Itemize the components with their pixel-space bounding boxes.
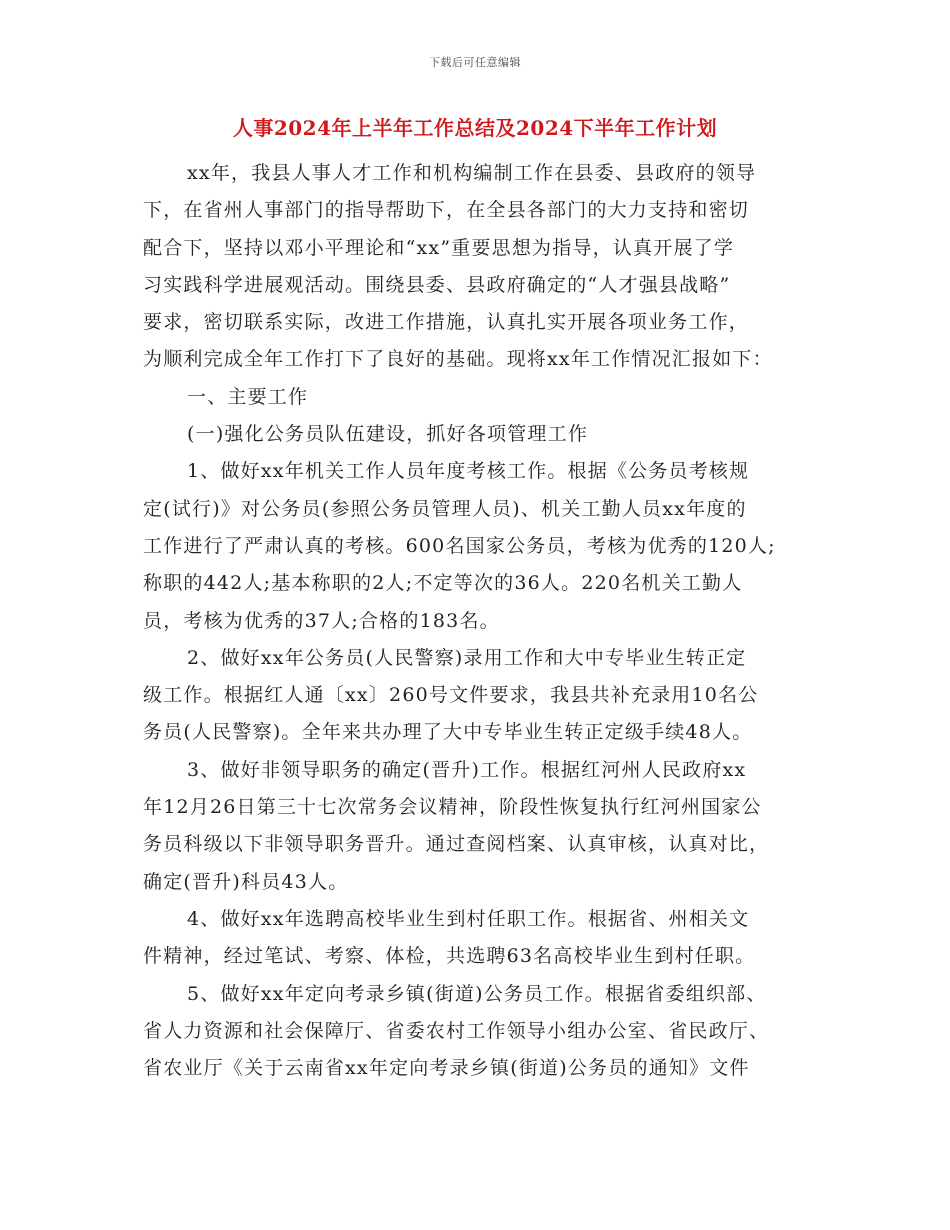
body-line: 年12月26日第三十七次常务会议精神，阶段性恢复执行红河州国家公 bbox=[143, 796, 762, 819]
document-body bbox=[143, 155, 815, 1087]
body-line: 确定(晋升)科员43人。 bbox=[143, 870, 349, 893]
body-line: 称职的442人;基本称职的2人;不定等次的36人。220名机关工勤人 bbox=[143, 572, 743, 595]
body-line: 1、做好xx年机关工作人员年度考核工作。根据《公务员考核规 bbox=[187, 460, 750, 483]
body-line: 务员(人民警察)。全年来共办理了大中专毕业生转正定级手续48人。 bbox=[143, 721, 753, 744]
body-line: xx年，我县人事人才工作和机构编制工作在县委、县政府的领导 bbox=[187, 162, 757, 184]
body-line: 3、做好非领导职务的确定(晋升)工作。根据红河州人民政府xx bbox=[187, 758, 747, 781]
body-line: 员，考核为优秀的37人;合格的183名。 bbox=[143, 609, 500, 632]
body-line: 务员科级以下非领导职务晋升。通过查阅档案、认真审核，认真对比， bbox=[143, 833, 770, 856]
body-line: 5、做好xx年定向考录乡镇(街道)公务员工作。根据省委组织部、 bbox=[187, 982, 767, 1005]
body-line: 配合下，坚持以邓小平理论和“xx”重要思想为指导，认真开展了学 bbox=[143, 236, 735, 259]
body-line: 为顺利完成全年工作打下了良好的基础。现将xx年工作情况汇报如下： bbox=[143, 348, 773, 371]
body-line: 级工作。根据红人通〔xx〕260号文件要求，我县共补充录用10名公 bbox=[143, 684, 759, 707]
body-line: 件精神，经过笔试、考察、体检，共选聘63名高校毕业生到村任职。 bbox=[143, 945, 756, 968]
body-line: 习实践科学进展观活动。围绕县委、县政府确定的“人才强县战略” bbox=[143, 273, 731, 296]
body-line: 4、做好xx年选聘高校毕业生到村任职工作。根据省、州相关文 bbox=[187, 907, 750, 930]
document-title: 人事2024年上半年工作总结及2024下半年工作计划 bbox=[232, 116, 718, 140]
body-line: 省农业厅《关于云南省xx年定向考录乡镇(街道)公务员的通知》文件 bbox=[143, 1057, 750, 1080]
subsection-heading: (一)强化公务员队伍建设，抓好各项管理工作 bbox=[187, 423, 589, 446]
body-line: 定(试行)》对公务员(参照公务员管理人员)、机关工勤人员xx年度的 bbox=[143, 497, 747, 520]
body-line: 下，在省州人事部门的指导帮助下，在全县各部门的大力支持和密切 bbox=[143, 199, 750, 222]
body-line: 省人力资源和社会保障厅、省委农村工作领导小组办公室、省民政厅、 bbox=[143, 1019, 770, 1042]
header-note: 下载后可任意编辑 bbox=[429, 56, 521, 69]
section-heading: 一、主要工作 bbox=[187, 385, 309, 408]
body-line: 2、做好xx年公务员(人民警察)录用工作和大中专毕业生转正定 bbox=[187, 646, 747, 669]
body-line: 工作进行了严肃认真的考核。600名国家公务员，考核为优秀的120人; bbox=[143, 534, 776, 557]
body-line: 要求，密切联系实际，改进工作措施，认真扎实开展各项业务工作， bbox=[143, 311, 750, 334]
